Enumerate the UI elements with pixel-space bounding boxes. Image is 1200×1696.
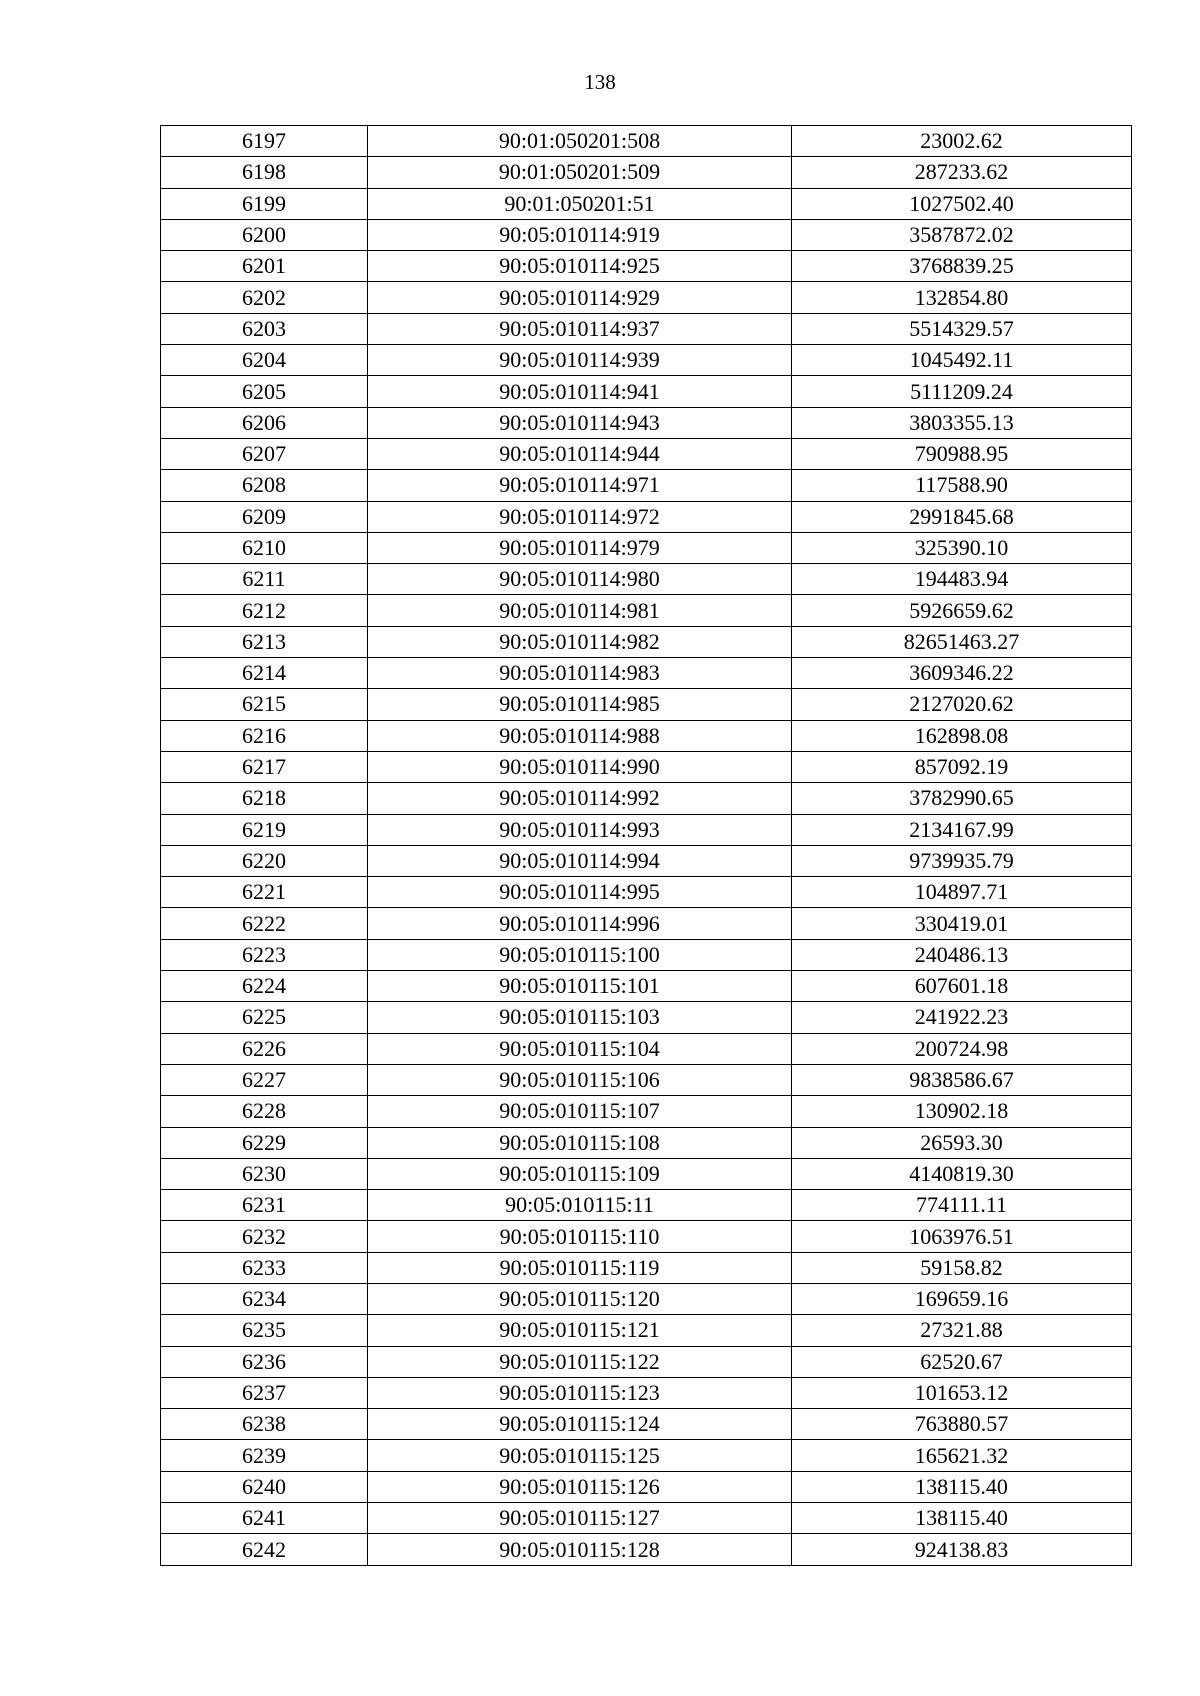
row-number-cell: 6218	[161, 783, 368, 814]
value-cell: 240486.13	[792, 939, 1132, 970]
table-row	[161, 1064, 1132, 1095]
cadastral-number-cell: 90:05:010115:106	[368, 1064, 792, 1095]
table-row	[161, 282, 1132, 313]
cadastral-number-cell: 90:05:010115:108	[368, 1127, 792, 1158]
table-row	[161, 313, 1132, 344]
row-number-cell: 6242	[161, 1534, 368, 1565]
row-number-cell: 6223	[161, 939, 368, 970]
row-number-cell: 6216	[161, 720, 368, 751]
cadastral-number-cell: 90:05:010114:972	[368, 501, 792, 532]
value-cell: 130902.18	[792, 1096, 1132, 1127]
cadastral-number-cell: 90:05:010114:982	[368, 626, 792, 657]
table-row	[161, 219, 1132, 250]
row-number-cell: 6202	[161, 282, 368, 313]
cadastral-number-cell: 90:05:010114:937	[368, 313, 792, 344]
table-row	[161, 407, 1132, 438]
table-row	[161, 1127, 1132, 1158]
cadastral-number-cell: 90:05:010114:939	[368, 345, 792, 376]
table-row	[161, 1534, 1132, 1565]
table-row	[161, 1409, 1132, 1440]
value-cell: 3768839.25	[792, 251, 1132, 282]
cadastral-number-cell: 90:05:010114:980	[368, 564, 792, 595]
row-number-cell: 6230	[161, 1158, 368, 1189]
row-number-cell: 6214	[161, 658, 368, 689]
table-row	[161, 877, 1132, 908]
cadastral-number-cell: 90:05:010114:979	[368, 532, 792, 563]
row-number-cell: 6239	[161, 1440, 368, 1471]
cadastral-number-cell: 90:05:010114:981	[368, 595, 792, 626]
cadastral-number-cell: 90:05:010115:124	[368, 1409, 792, 1440]
row-number-cell: 6229	[161, 1127, 368, 1158]
value-cell: 607601.18	[792, 971, 1132, 1002]
row-number-cell: 6204	[161, 345, 368, 376]
value-cell: 1045492.11	[792, 345, 1132, 376]
row-number-cell: 6208	[161, 470, 368, 501]
row-number-cell: 6215	[161, 689, 368, 720]
table-row	[161, 438, 1132, 469]
table-row	[161, 1002, 1132, 1033]
cadastral-number-cell: 90:05:010115:101	[368, 971, 792, 1002]
cadastral-number-cell: 90:05:010115:107	[368, 1096, 792, 1127]
cadastral-number-cell: 90:01:050201:508	[368, 126, 792, 157]
value-cell: 9739935.79	[792, 845, 1132, 876]
row-number-cell: 6206	[161, 407, 368, 438]
value-cell: 4140819.30	[792, 1158, 1132, 1189]
row-number-cell: 6221	[161, 877, 368, 908]
value-cell: 763880.57	[792, 1409, 1132, 1440]
value-cell: 2134167.99	[792, 814, 1132, 845]
table-row	[161, 188, 1132, 219]
table-row	[161, 939, 1132, 970]
value-cell: 62520.67	[792, 1346, 1132, 1377]
table-row	[161, 1503, 1132, 1534]
value-cell: 3587872.02	[792, 219, 1132, 250]
value-cell: 1063976.51	[792, 1221, 1132, 1252]
row-number-cell: 6197	[161, 126, 368, 157]
value-cell: 3803355.13	[792, 407, 1132, 438]
value-cell: 924138.83	[792, 1534, 1132, 1565]
cadastral-number-cell: 90:05:010114:992	[368, 783, 792, 814]
table-row	[161, 1471, 1132, 1502]
row-number-cell: 6207	[161, 438, 368, 469]
table-row	[161, 501, 1132, 532]
table-row	[161, 971, 1132, 1002]
value-cell: 117588.90	[792, 470, 1132, 501]
table-row	[161, 1346, 1132, 1377]
row-number-cell: 6222	[161, 908, 368, 939]
value-cell: 5926659.62	[792, 595, 1132, 626]
row-number-cell: 6237	[161, 1377, 368, 1408]
cadastral-number-cell: 90:05:010115:122	[368, 1346, 792, 1377]
value-cell: 2127020.62	[792, 689, 1132, 720]
value-cell: 2991845.68	[792, 501, 1132, 532]
table-row	[161, 1190, 1132, 1221]
cadastral-number-cell: 90:01:050201:509	[368, 157, 792, 188]
table-row	[161, 564, 1132, 595]
value-cell: 774111.11	[792, 1190, 1132, 1221]
table-row	[161, 1377, 1132, 1408]
row-number-cell: 6235	[161, 1315, 368, 1346]
row-number-cell: 6228	[161, 1096, 368, 1127]
table-body	[161, 126, 1132, 1566]
cadastral-number-cell: 90:05:010115:120	[368, 1283, 792, 1314]
table-row	[161, 783, 1132, 814]
row-number-cell: 6200	[161, 219, 368, 250]
table-row	[161, 845, 1132, 876]
cadastral-number-cell: 90:05:010115:109	[368, 1158, 792, 1189]
cadastral-number-cell: 90:05:010115:126	[368, 1471, 792, 1502]
cadastral-number-cell: 90:05:010114:919	[368, 219, 792, 250]
page-number: 138	[584, 70, 616, 94]
table-row	[161, 626, 1132, 657]
cadastral-number-cell: 90:05:010114:988	[368, 720, 792, 751]
cadastral-number-cell: 90:05:010114:925	[368, 251, 792, 282]
cadastral-number-cell: 90:05:010114:994	[368, 845, 792, 876]
table-row	[161, 376, 1132, 407]
table-row	[161, 157, 1132, 188]
cadastral-number-cell: 90:05:010114:943	[368, 407, 792, 438]
row-number-cell: 6241	[161, 1503, 368, 1534]
value-cell: 9838586.67	[792, 1064, 1132, 1095]
row-number-cell: 6220	[161, 845, 368, 876]
table-row	[161, 1033, 1132, 1064]
table-row	[161, 126, 1132, 157]
value-cell: 325390.10	[792, 532, 1132, 563]
cadastral-number-cell: 90:05:010115:110	[368, 1221, 792, 1252]
cadastral-number-cell: 90:05:010115:103	[368, 1002, 792, 1033]
cadastral-number-cell: 90:05:010114:983	[368, 658, 792, 689]
row-number-cell: 6205	[161, 376, 368, 407]
value-cell: 165621.32	[792, 1440, 1132, 1471]
value-cell: 27321.88	[792, 1315, 1132, 1346]
table-row	[161, 908, 1132, 939]
cadastral-number-cell: 90:05:010115:123	[368, 1377, 792, 1408]
table-row	[161, 1252, 1132, 1283]
row-number-cell: 6236	[161, 1346, 368, 1377]
row-number-cell: 6211	[161, 564, 368, 595]
table-row	[161, 720, 1132, 751]
table-row	[161, 1440, 1132, 1471]
value-cell: 241922.23	[792, 1002, 1132, 1033]
value-cell: 3609346.22	[792, 658, 1132, 689]
value-cell: 194483.94	[792, 564, 1132, 595]
table-row	[161, 1221, 1132, 1252]
row-number-cell: 6213	[161, 626, 368, 657]
cadastral-number-cell: 90:05:010115:127	[368, 1503, 792, 1534]
table-row	[161, 1158, 1132, 1189]
cadastral-number-cell: 90:05:010115:128	[368, 1534, 792, 1565]
value-cell: 138115.40	[792, 1471, 1132, 1502]
cadastral-number-cell: 90:05:010115:119	[368, 1252, 792, 1283]
row-number-cell: 6227	[161, 1064, 368, 1095]
value-cell: 790988.95	[792, 438, 1132, 469]
cadastral-number-cell: 90:05:010114:996	[368, 908, 792, 939]
table-row	[161, 814, 1132, 845]
value-cell: 104897.71	[792, 877, 1132, 908]
row-number-cell: 6212	[161, 595, 368, 626]
row-number-cell: 6219	[161, 814, 368, 845]
table-row	[161, 1315, 1132, 1346]
table-row	[161, 689, 1132, 720]
value-cell: 3782990.65	[792, 783, 1132, 814]
row-number-cell: 6226	[161, 1033, 368, 1064]
cadastral-number-cell: 90:05:010114:944	[368, 438, 792, 469]
value-cell: 5514329.57	[792, 313, 1132, 344]
cadastral-number-cell: 90:05:010114:971	[368, 470, 792, 501]
cadastral-number-cell: 90:05:010114:990	[368, 751, 792, 782]
value-cell: 200724.98	[792, 1033, 1132, 1064]
value-cell: 857092.19	[792, 751, 1132, 782]
cadastral-number-cell: 90:05:010115:125	[368, 1440, 792, 1471]
value-cell: 169659.16	[792, 1283, 1132, 1314]
table-row	[161, 251, 1132, 282]
value-cell: 5111209.24	[792, 376, 1132, 407]
cadastral-number-cell: 90:05:010115:100	[368, 939, 792, 970]
value-cell: 132854.80	[792, 282, 1132, 313]
value-cell: 26593.30	[792, 1127, 1132, 1158]
row-number-cell: 6233	[161, 1252, 368, 1283]
table-row	[161, 595, 1132, 626]
cadastral-number-cell: 90:05:010114:985	[368, 689, 792, 720]
value-cell: 138115.40	[792, 1503, 1132, 1534]
value-cell: 23002.62	[792, 126, 1132, 157]
cadastral-number-cell: 90:05:010115:121	[368, 1315, 792, 1346]
cadastral-number-cell: 90:05:010114:995	[368, 877, 792, 908]
value-cell: 59158.82	[792, 1252, 1132, 1283]
row-number-cell: 6224	[161, 971, 368, 1002]
cadastral-number-cell: 90:05:010115:11	[368, 1190, 792, 1221]
row-number-cell: 6203	[161, 313, 368, 344]
cadastral-number-cell: 90:05:010115:104	[368, 1033, 792, 1064]
row-number-cell: 6201	[161, 251, 368, 282]
value-cell: 330419.01	[792, 908, 1132, 939]
row-number-cell: 6199	[161, 188, 368, 219]
table-row	[161, 532, 1132, 563]
cadastral-value-table	[160, 125, 1132, 1566]
row-number-cell: 6209	[161, 501, 368, 532]
row-number-cell: 6238	[161, 1409, 368, 1440]
cadastral-number-cell: 90:01:050201:51	[368, 188, 792, 219]
value-cell: 1027502.40	[792, 188, 1132, 219]
row-number-cell: 6225	[161, 1002, 368, 1033]
table-row	[161, 470, 1132, 501]
value-cell: 101653.12	[792, 1377, 1132, 1408]
row-number-cell: 6240	[161, 1471, 368, 1502]
row-number-cell: 6198	[161, 157, 368, 188]
row-number-cell: 6231	[161, 1190, 368, 1221]
table-row	[161, 345, 1132, 376]
cadastral-number-cell: 90:05:010114:993	[368, 814, 792, 845]
row-number-cell: 6210	[161, 532, 368, 563]
row-number-cell: 6217	[161, 751, 368, 782]
cadastral-number-cell: 90:05:010114:941	[368, 376, 792, 407]
row-number-cell: 6232	[161, 1221, 368, 1252]
table-row	[161, 751, 1132, 782]
cadastral-number-cell: 90:05:010114:929	[368, 282, 792, 313]
row-number-cell: 6234	[161, 1283, 368, 1314]
table-row	[161, 1283, 1132, 1314]
table-row	[161, 1096, 1132, 1127]
value-cell: 287233.62	[792, 157, 1132, 188]
value-cell: 82651463.27	[792, 626, 1132, 657]
table-row	[161, 658, 1132, 689]
value-cell: 162898.08	[792, 720, 1132, 751]
